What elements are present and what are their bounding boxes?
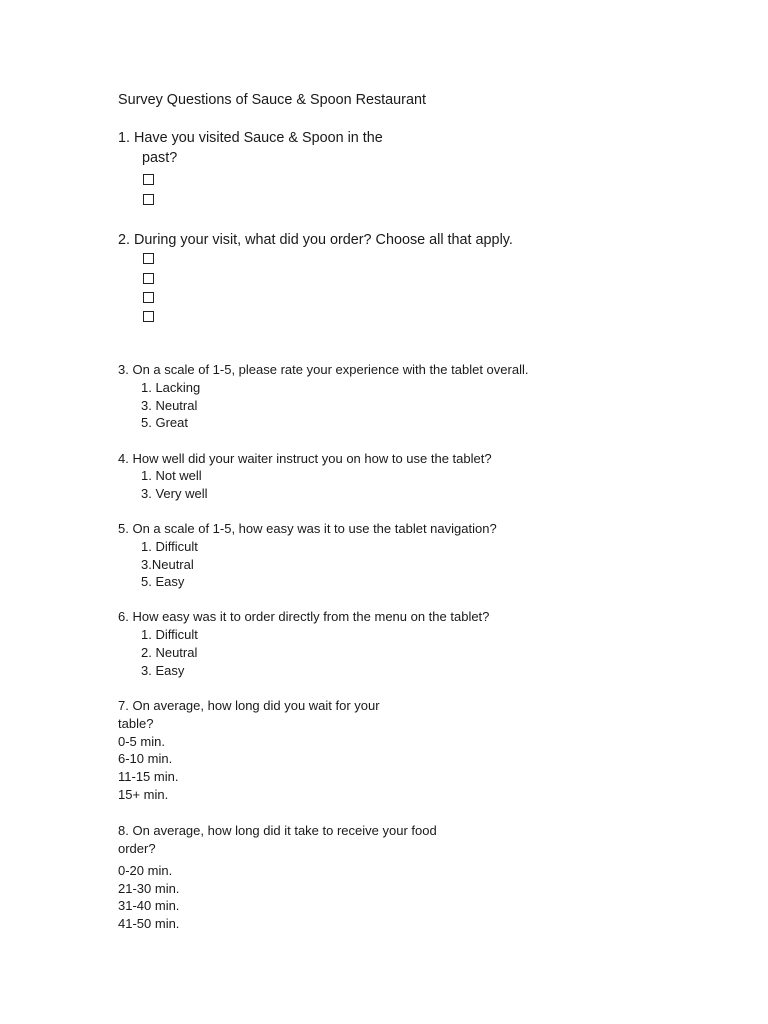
q8-option: 0-20 min.	[118, 863, 173, 878]
q7-option: 6-10 min.	[118, 751, 173, 766]
q3-option: 5. Great	[141, 415, 188, 430]
question-2-text: 2. During your visit, what did you order? Choose all that apply.	[118, 232, 513, 248]
question-8-text: 8. On average, how long did it take to receive your food	[118, 823, 437, 838]
q3-option: 1. Lacking	[141, 380, 201, 395]
q1-checkbox-1[interactable]	[143, 174, 154, 185]
q6-option: 2. Neutral	[141, 645, 198, 660]
q2-checkbox-3[interactable]	[143, 292, 154, 303]
question-8-text-continued: order?	[118, 841, 156, 856]
q8-option: 21-30 min.	[118, 881, 180, 896]
question-4-text: 4. How well did your waiter instruct you on how to use the tablet?	[118, 451, 492, 466]
q4-option: 1. Not well	[141, 468, 202, 483]
q1-checkbox-2[interactable]	[143, 194, 154, 205]
question-1-text-continued: past?	[142, 150, 178, 166]
q5-option: 5. Easy	[141, 574, 185, 589]
q6-option: 1. Difficult	[141, 627, 198, 642]
q7-option: 11-15 min.	[118, 769, 179, 784]
question-7-text-continued: table?	[118, 716, 154, 731]
q2-checkbox-4[interactable]	[143, 311, 154, 322]
q7-option: 15+ min.	[118, 787, 169, 802]
question-7-text: 7. On average, how long did you wait for your	[118, 698, 380, 713]
q8-option: 41-50 min.	[118, 916, 180, 931]
q4-option: 3. Very well	[141, 486, 208, 501]
q5-option: 1. Difficult	[141, 539, 198, 554]
page-title: Survey Questions of Sauce & Spoon Restaurant	[118, 92, 426, 108]
q5-option: 3.Neutral	[141, 557, 194, 572]
question-6-text: 6. How easy was it to order directly from the menu on the tablet?	[118, 609, 490, 624]
question-1-text: 1. Have you visited Sauce & Spoon in the	[118, 130, 383, 146]
q2-checkbox-2[interactable]	[143, 273, 154, 284]
question-3-text: 3. On a scale of 1-5, please rate your experience with the tablet overall.	[118, 362, 529, 377]
q6-option: 3. Easy	[141, 663, 185, 678]
question-5-text: 5. On a scale of 1-5, how easy was it to use the tablet navigation?	[118, 521, 497, 536]
q8-option: 31-40 min.	[118, 898, 180, 913]
q7-option: 0-5 min.	[118, 734, 165, 749]
q3-option: 3. Neutral	[141, 398, 198, 413]
q2-checkbox-1[interactable]	[143, 253, 154, 264]
